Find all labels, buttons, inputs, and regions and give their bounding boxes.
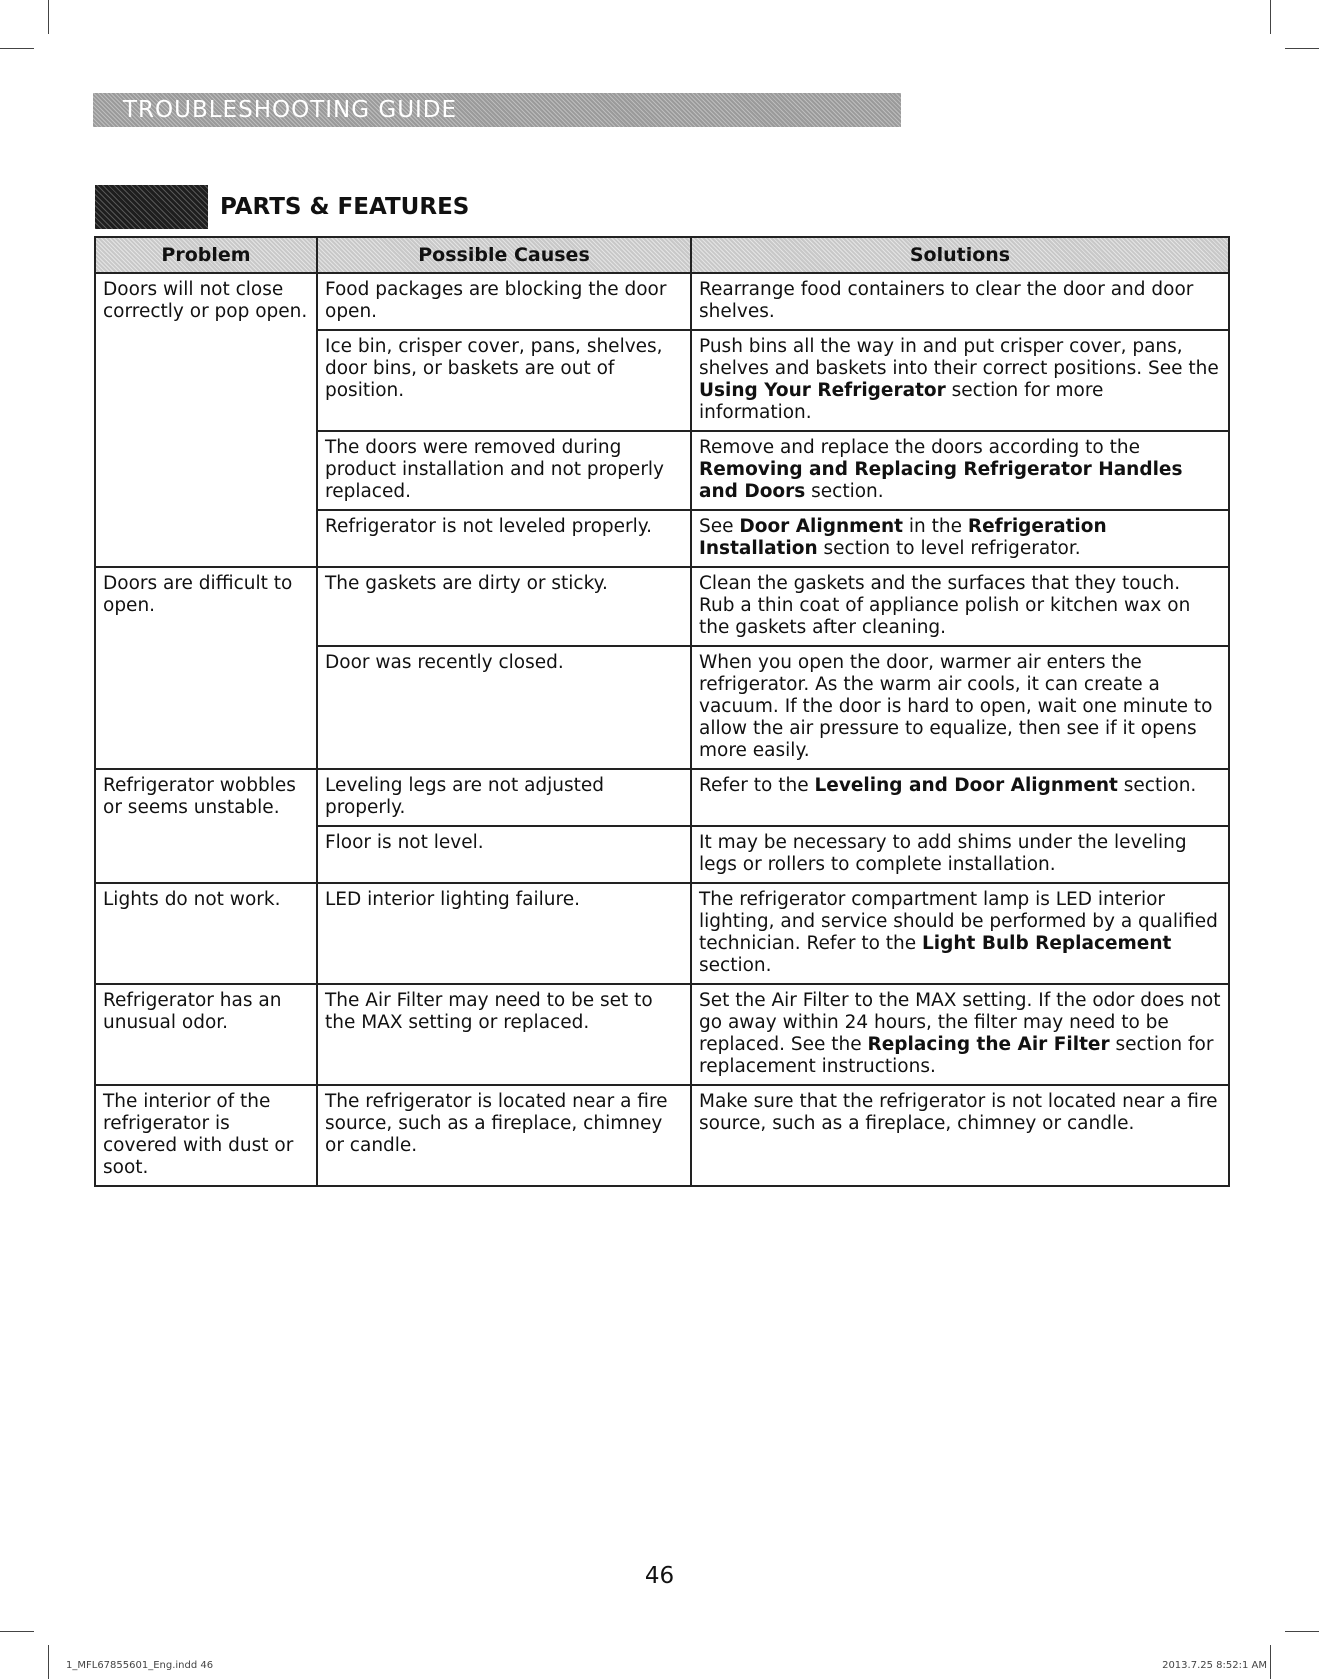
problem-cell: Refrigerator wobbles or seems unstable.	[95, 769, 317, 883]
crop-mark	[1285, 48, 1319, 49]
solution-cell	[691, 646, 1229, 769]
solution-reference: Refrigeration Installation	[699, 516, 1107, 559]
page-number: 46	[644, 1563, 675, 1589]
solution-reference: Removing and Replacing Refrigerator Handles and Doors	[699, 459, 1183, 502]
cause-cell: Refrigerator is not leveled properly.	[317, 510, 691, 567]
solution-text: Make sure that the refrigerator is not located near a fire source, such as a fireplace, chimney or candle.	[699, 1091, 1218, 1134]
crop-mark	[1270, 1645, 1271, 1679]
cause-cell: LED interior lighting failure.	[317, 883, 691, 984]
table-row	[95, 567, 1229, 646]
crop-mark	[48, 1645, 49, 1679]
solution-cell	[691, 273, 1229, 330]
crop-mark	[0, 1631, 34, 1632]
solution-cell	[691, 1085, 1229, 1186]
solution-reference: Light Bulb Replacement	[922, 933, 1172, 954]
solution-text: It may be necessary to add shims under the leveling legs or rollers to complete installation.	[699, 832, 1187, 875]
solution-reference: Using Your Refrigerator	[699, 380, 946, 401]
solution-cell	[691, 769, 1229, 826]
column-header-causes: Possible Causes	[317, 237, 691, 273]
table-header-row	[95, 237, 1229, 273]
solution-text: Remove and replace the doors according to the	[699, 437, 1140, 458]
section-heading	[95, 185, 469, 229]
chapter-title: TROUBLESHOOTING GUIDE	[123, 97, 458, 123]
cause-cell: The Air Filter may need to be set to the MAX setting or replaced.	[317, 984, 691, 1085]
table-row	[95, 273, 1229, 330]
troubleshooting-table	[94, 236, 1230, 1187]
solution-cell	[691, 567, 1229, 646]
solution-text: section for replacement instructions.	[699, 1034, 1214, 1077]
solution-text: The refrigerator compartment lamp is LED interior lighting, and service should be performed by a qualified technician. Refer to the	[699, 889, 1218, 954]
section-title: PARTS & FEATURES	[220, 194, 470, 220]
cause-cell: Leveling legs are not adjusted properly.	[317, 769, 691, 826]
print-slug-timestamp: 2013.7.25 8:52:1 AM	[1162, 1660, 1267, 1671]
solution-text: Rearrange food containers to clear the door and door shelves.	[699, 279, 1194, 322]
solution-cell	[691, 330, 1229, 431]
cause-cell: The refrigerator is located near a fire source, such as a fireplace, chimney or candle.	[317, 1085, 691, 1186]
problem-cell: The interior of the refrigerator is covered with dust or soot.	[95, 1085, 317, 1186]
solution-text: When you open the door, warmer air enters the refrigerator. As the warm air cools, it can create a vacuum. If the door is hard to open, wait one minute to allow the air pressure to equalize, then see if it opens more easily.	[699, 652, 1213, 761]
table-row	[95, 1085, 1229, 1186]
solution-cell	[691, 984, 1229, 1085]
column-header-solutions: Solutions	[691, 237, 1229, 273]
table-row	[95, 883, 1229, 984]
column-header-problem: Problem	[95, 237, 317, 273]
crop-mark	[0, 48, 34, 49]
solution-text: See	[699, 516, 740, 537]
solution-text: Push bins all the way in and put crisper cover, pans, shelves and baskets into their correct positions. See the	[699, 336, 1219, 379]
problem-cell: Refrigerator has an unusual odor.	[95, 984, 317, 1085]
solution-cell	[691, 431, 1229, 510]
table-body	[95, 273, 1229, 1186]
solution-cell	[691, 510, 1229, 567]
table-row	[95, 769, 1229, 826]
solution-text: section.	[1117, 775, 1197, 796]
solution-reference: Leveling and Door Alignment	[814, 775, 1118, 796]
print-slug-file: 1_MFL67855601_Eng.indd 46	[66, 1660, 214, 1671]
cause-cell: Floor is not level.	[317, 826, 691, 883]
solution-text: Refer to the	[699, 775, 815, 796]
solution-text: section for more information.	[699, 380, 1104, 423]
solution-text: in the	[902, 516, 968, 537]
chapter-banner	[93, 93, 901, 127]
solution-text: Set the Air Filter to the MAX setting. If the odor does not go away within 24 hours, the filter may need to be replaced. See the	[699, 990, 1221, 1055]
problem-cell: Lights do not work.	[95, 883, 317, 984]
solution-cell	[691, 826, 1229, 883]
solution-reference: Replacing the Air Filter	[867, 1034, 1110, 1055]
solution-text: section.	[805, 481, 884, 502]
crop-mark	[48, 0, 49, 34]
problem-cell: Doors are difficult to open.	[95, 567, 317, 769]
solution-text: section.	[699, 955, 772, 976]
cause-cell: Ice bin, crisper cover, pans, shelves, door bins, or baskets are out of position.	[317, 330, 691, 431]
crop-mark	[1270, 0, 1271, 34]
problem-cell: Doors will not close correctly or pop open.	[95, 273, 317, 567]
cause-cell: The doors were removed during product installation and not properly replaced.	[317, 431, 691, 510]
cause-cell: The gaskets are dirty or sticky.	[317, 567, 691, 646]
solution-cell	[691, 883, 1229, 984]
solution-reference: Door Alignment	[739, 516, 903, 537]
section-marker-block	[95, 185, 208, 229]
cause-cell: Food packages are blocking the door open.	[317, 273, 691, 330]
cause-cell: Door was recently closed.	[317, 646, 691, 769]
table-row	[95, 984, 1229, 1085]
solution-text: Clean the gaskets and the surfaces that they touch. Rub a thin coat of appliance polish or kitchen wax on the gaskets after cleaning.	[699, 573, 1191, 638]
crop-mark	[1285, 1631, 1319, 1632]
solution-text: section to level refrigerator.	[817, 538, 1081, 559]
